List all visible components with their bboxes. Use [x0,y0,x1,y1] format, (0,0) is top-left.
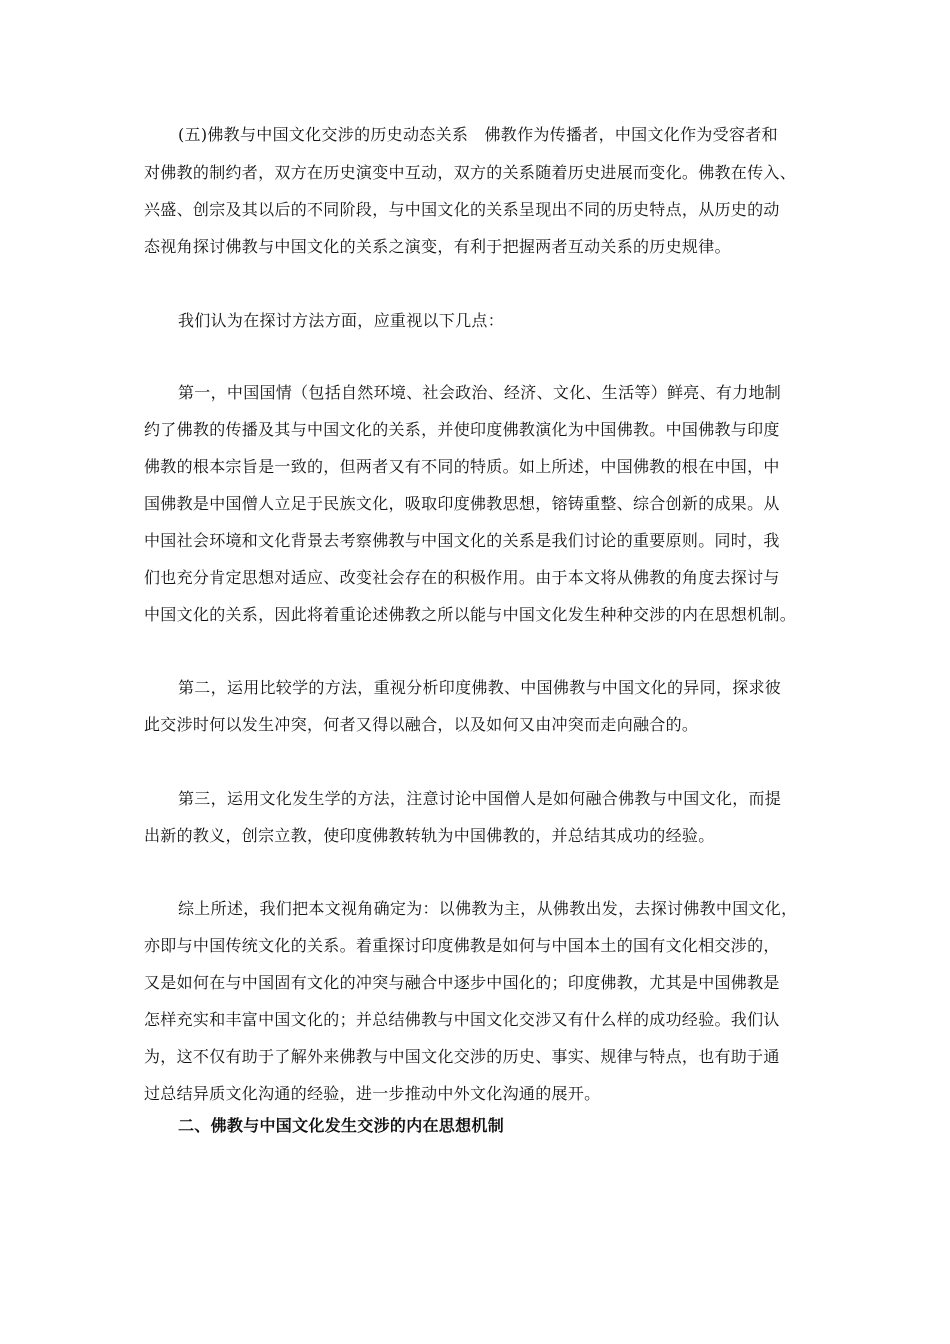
section-heading: 二、佛教与中国文化发生交涉的内在思想机制 [178,1116,505,1135]
paragraph-line: 中国社会环境和文化背景去考察佛教与中国文化的关系是我们讨论的重要原则。同时，我 [144,531,780,550]
paragraph-line: 综上所述，我们把本文视角确定为：以佛教为主，从佛教出发，去探讨佛教中国文化， [178,899,798,918]
paragraph-line: 兴盛、创宗及其以后的不同阶段，与中国文化的关系呈现出不同的历史特点，从历史的动 [144,200,780,219]
paragraph-line: 第一，中国国情（包括自然环境、社会政治、经济、文化、生活等）鲜亮、有力地制 [178,383,782,402]
paragraph-line: 出新的教义，创宗立教，使印度佛教转轨为中国佛教的，并总结其成功的经验。 [144,826,715,845]
paragraph-line: 为，这不仅有助于了解外来佛教与中国文化交涉的历史、事实、规律与特点，也有助于通 [144,1047,780,1066]
paragraph-line: 亦即与中国传统文化的关系。着重探讨印度佛教是如何与中国本土的国有文化相交涉的， [144,936,780,955]
paragraph-line: 我们认为在探讨方法方面，应重视以下几点： [178,311,505,330]
paragraph-line: 怎样充实和丰富中国文化的；并总结佛教与中国文化交涉又有什么样的成功经验。我们认 [144,1010,780,1029]
paragraph-line: 对佛教的制约者，双方在历史演变中互动，双方的关系随着历史进展而变化。佛教在传入、 [144,163,797,182]
paragraph-line: 约了佛教的传播及其与中国文化的关系，并使印度佛教演化为中国佛教。中国佛教与印度 [144,420,780,439]
paragraph-line: 第二，运用比较学的方法，重视分析印度佛教、中国佛教与中国文化的异同，探求彼 [178,678,782,697]
paragraph-line: 此交涉时何以发生冲突，何者又得以融合，以及如何又由冲突而走向融合的。 [144,715,699,734]
paragraph-line: (五)佛教与中国文化交涉的历史动态关系 佛教作为传播者，中国文化作为受容者和 [178,125,778,144]
paragraph-line: 佛教的根本宗旨是一致的，但两者又有不同的特质。如上所述，中国佛教的根在中国，中 [144,457,780,476]
paragraph-line: 又是如何在与中国固有文化的冲突与融合中逐步中国化的；印度佛教，尤其是中国佛教是 [144,973,780,992]
paragraph-line: 中国文化的关系，因此将着重论述佛教之所以能与中国文化发生种种交涉的内在思想机制。 [144,605,797,624]
paragraph-line: 态视角探讨佛教与中国文化的关系之演变，有利于把握两者互动关系的历史规律。 [144,237,731,256]
paragraph-line: 国佛教是中国僧人立足于民族文化，吸取印度佛教思想，镕铸重整、综合创新的成果。从 [144,494,780,513]
paragraph-line: 第三，运用文化发生学的方法，注意讨论中国僧人是如何融合佛教与中国文化，而提 [178,789,782,808]
paragraph-line: 们也充分肯定思想对适应、改变社会存在的积极作用。由于本文将从佛教的角度去探讨与 [144,568,780,587]
paragraph-line: 过总结异质文化沟通的经验，进一步推动中外文化沟通的展开。 [144,1084,601,1103]
